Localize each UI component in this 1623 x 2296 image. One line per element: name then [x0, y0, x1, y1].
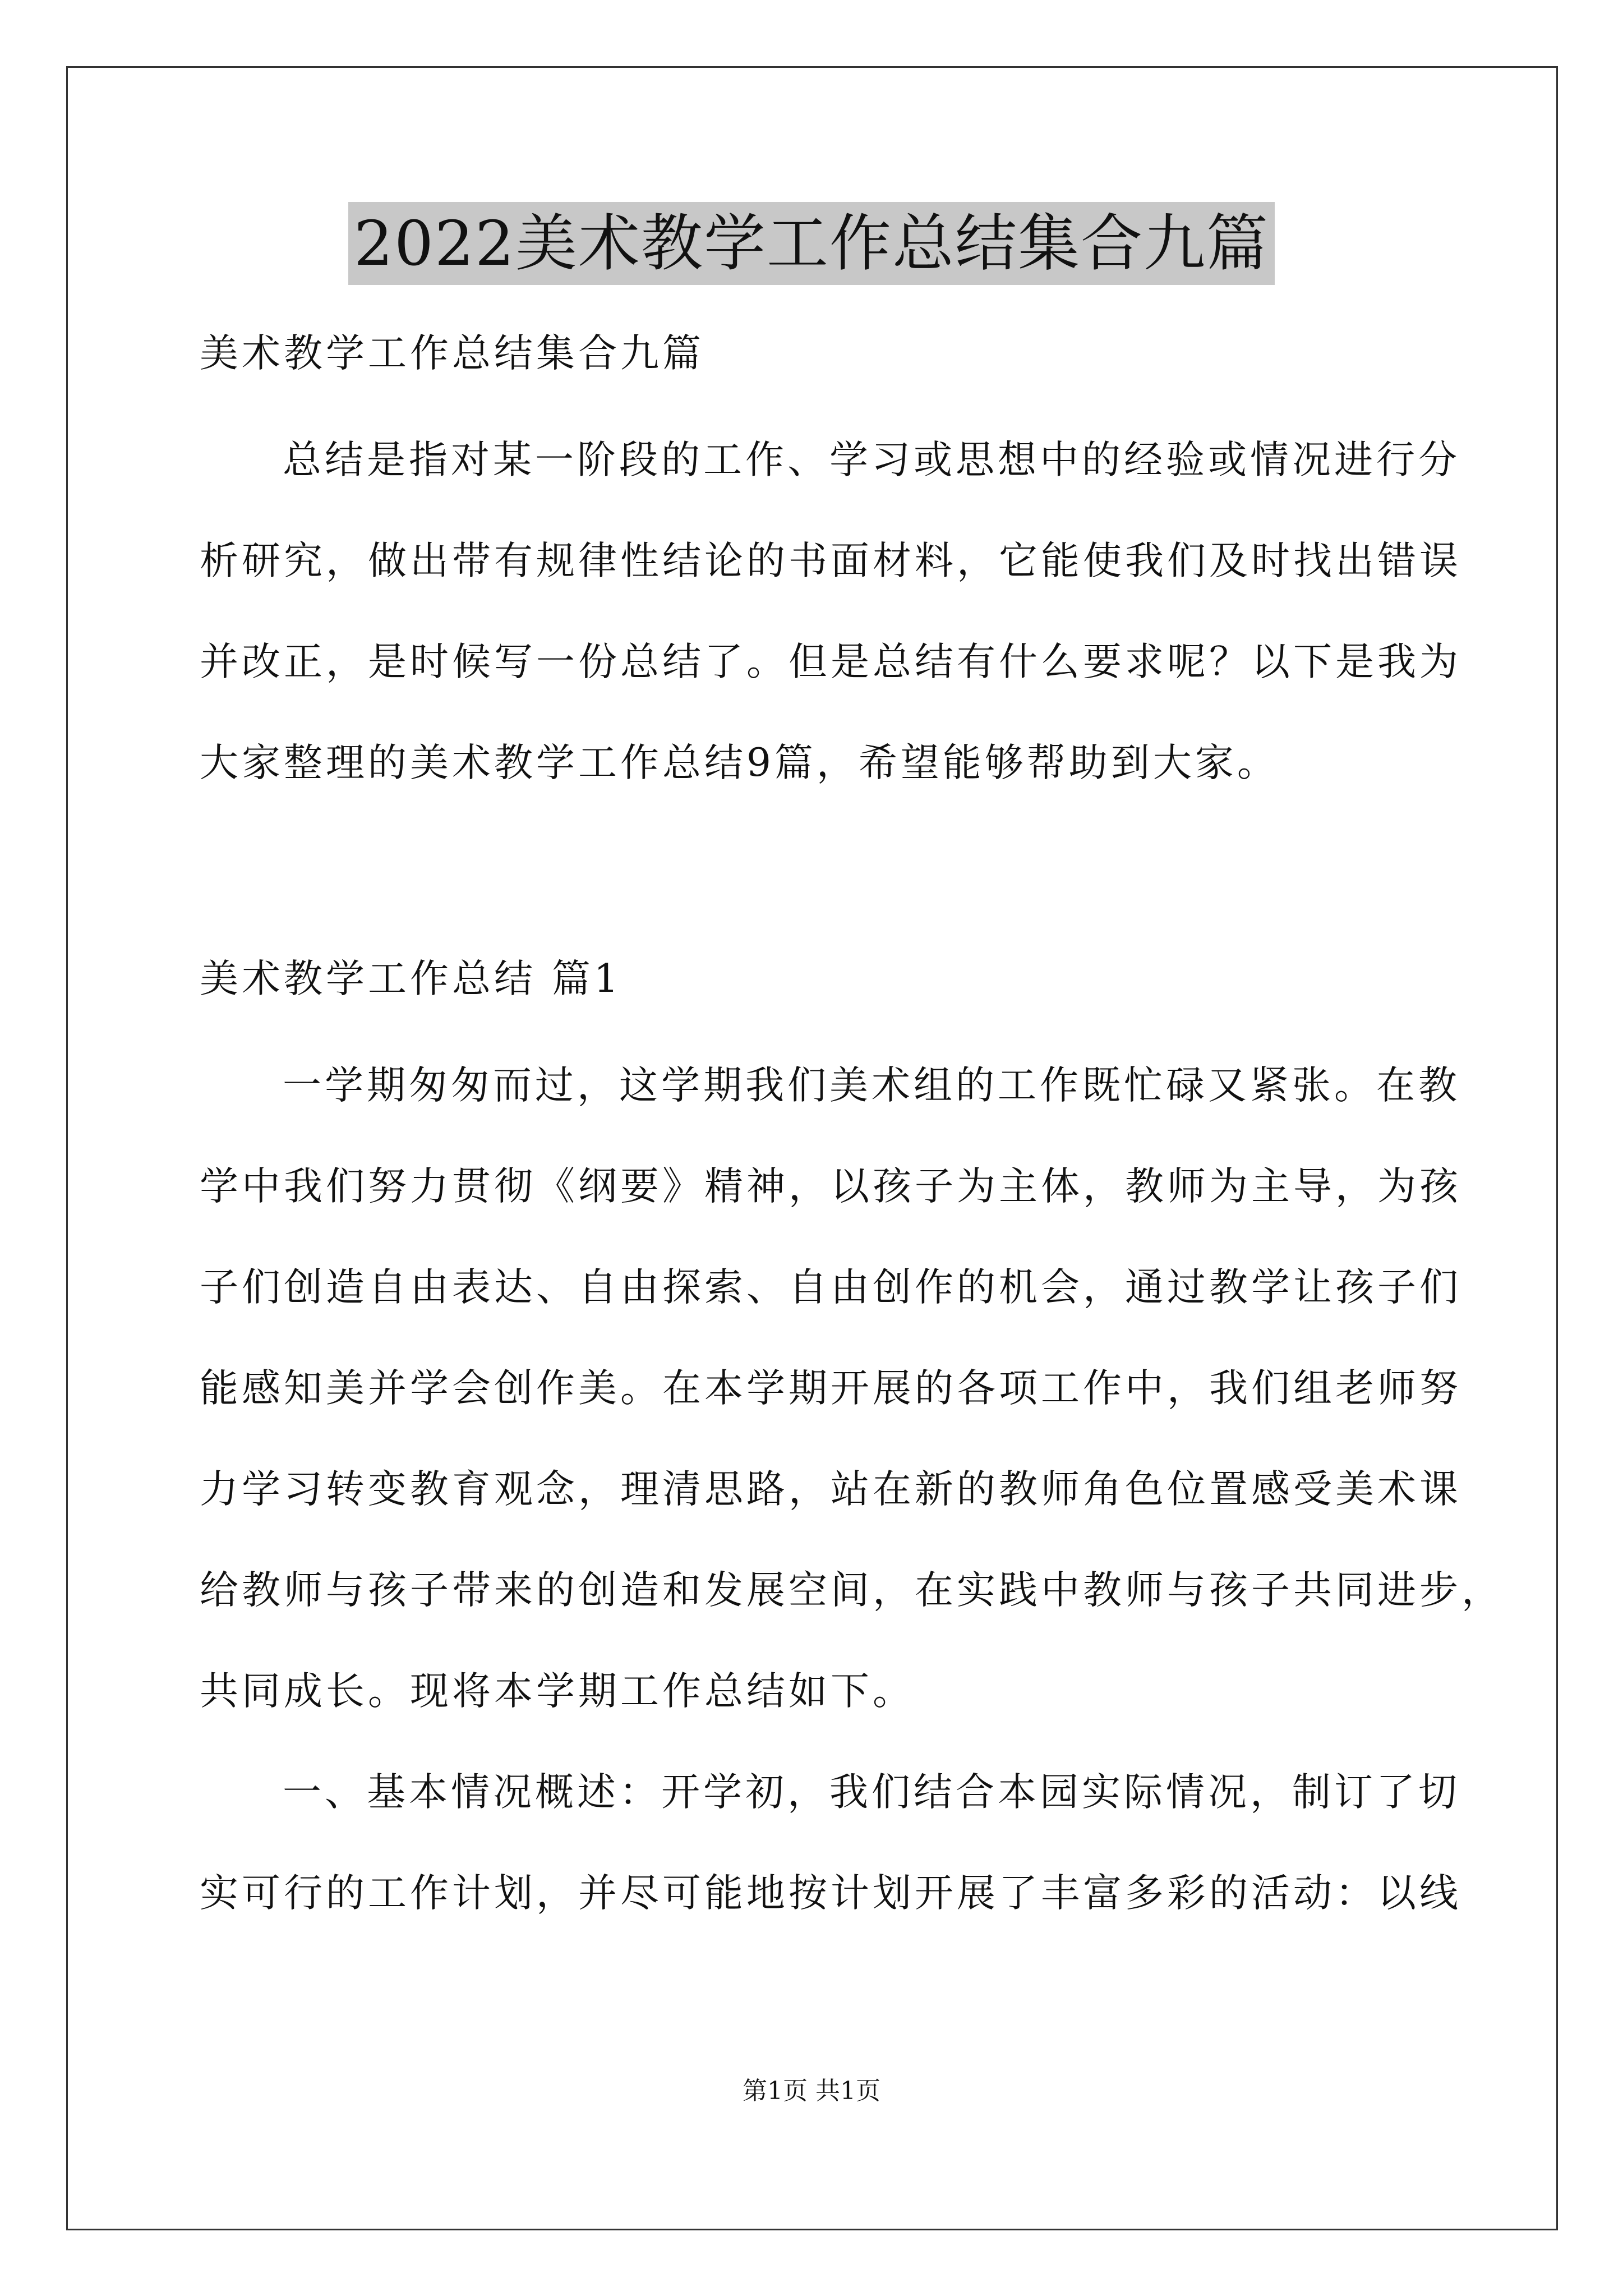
intro-line: 总结是指对某一阶段的工作、学习或思想中的经验或情况进行分 [283, 438, 1460, 482]
paragraph-line: 实可行的工作计划，并尽可能地按计划开展了丰富多彩的活动：以线 [200, 1871, 1461, 1916]
paragraph-line: 学中我们努力贯彻《纲要》精神，以孩子为主体，教师为主导，为孩 [200, 1164, 1461, 1209]
paragraph-line: 一学期匆匆而过，这学期我们美术组的工作既忙碌又紧张。在教 [283, 1063, 1460, 1108]
page-number: 第1页 共1页 [743, 2077, 880, 2105]
title-block [0, 202, 1623, 285]
paragraph-line: 力学习转变教育观念，理清思路，站在新的教师角色位置感受美术课 [200, 1467, 1461, 1512]
intro-line: 并改正，是时候写一份总结了。但是总结有什么要求呢？以下是我为 [200, 639, 1461, 684]
paragraph-line: 共同成长。现将本学期工作总结如下。 [200, 1669, 915, 1714]
paragraph-line: 给教师与孩子带来的创造和发展空间，在实践中教师与孩子共同进步， [200, 1568, 1504, 1613]
paragraph-line: 能感知美并学会创作美。在本学期开展的各项工作中，我们组老师努 [200, 1366, 1461, 1411]
paragraph-line: 子们创造自由表达、自由探索、自由创作的机会，通过教学让孩子们 [200, 1265, 1461, 1310]
section-heading: 美术教学工作总结 篇1 [200, 956, 622, 1001]
intro-line: 析研究，做出带有规律性结论的书面材料，它能使我们及时找出错误 [200, 539, 1461, 583]
document-title: 2022美术教学工作总结集合九篇 [348, 202, 1275, 285]
intro-line: 大家整理的美术教学工作总结9篇，希望能够帮助到大家。 [200, 740, 1279, 785]
paragraph-line: 一、基本情况概述：开学初，我们结合本园实际情况，制订了切 [283, 1770, 1460, 1815]
subtitle: 美术教学工作总结集合九篇 [200, 331, 704, 376]
